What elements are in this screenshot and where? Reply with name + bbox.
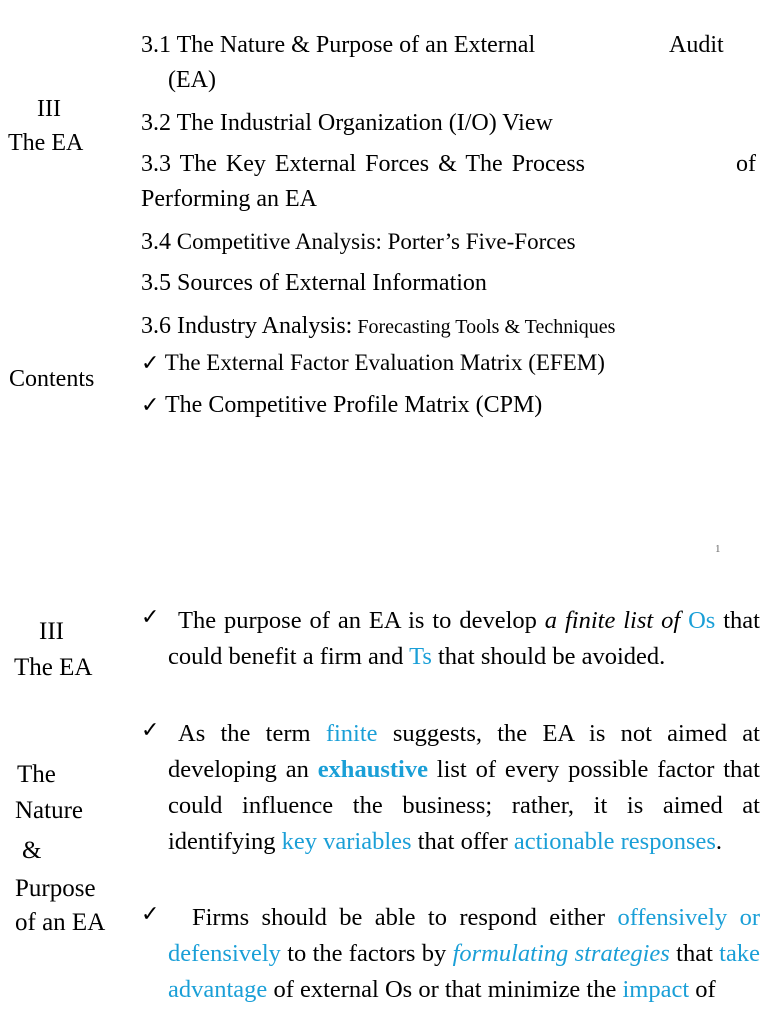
toc-item-3-2: 3.2 The Industrial Organization (I/O) View xyxy=(141,110,553,136)
p1-text: The purpose of an EA is to develop xyxy=(178,607,545,634)
checkmark-icon: ✓ xyxy=(141,392,160,417)
p2-text: list of every possible factor that could influence the business; rather, it is aimed at identifying xyxy=(168,756,760,855)
checkmark-icon: ✓ xyxy=(141,901,160,926)
p3-impact: impact xyxy=(622,976,690,1003)
toc-item-3-6 xyxy=(141,311,615,341)
toc-item-3-1: 3.1 The Nature & Purpose of an External xyxy=(141,32,536,58)
p3-formulating-strategies: formulating strategies xyxy=(452,940,670,967)
p3-offensively-defensively: offensively or defensively xyxy=(168,904,760,967)
checkmark-icon: ✓ xyxy=(141,717,160,742)
toc-item-3-5: 3.5 Sources of External Information xyxy=(141,270,487,296)
checkmark-icon: ✓ xyxy=(141,604,160,629)
toc-item-3-3-cont: Performing an EA xyxy=(141,186,317,212)
bullet-paragraph-1 xyxy=(168,603,760,675)
p1-os: Os xyxy=(688,607,716,634)
side-title-contents: Contents xyxy=(9,366,95,392)
toc-item-3-1-cont: (EA) xyxy=(168,67,216,93)
side-title-nature: Nature xyxy=(15,797,84,824)
side-title-purpose: Purpose xyxy=(15,875,96,902)
side-title-the: The xyxy=(17,761,56,788)
toc-item-3-3: 3.3 The Key External Forces & The Process xyxy=(141,151,586,177)
p1-text: that should be avoided. xyxy=(431,643,666,670)
bullet-paragraph-3 xyxy=(168,900,760,1008)
p2-exhaustive: exhaustive xyxy=(317,756,428,783)
toc-item-3-1-audit: Audit xyxy=(669,32,724,58)
p3-take-advantage: take advantage xyxy=(168,940,760,1003)
p3-text: to the factors by xyxy=(280,940,453,967)
p2-key-variables: key variables xyxy=(281,828,412,855)
page-number: 1 xyxy=(715,543,721,555)
p2-text: As the term xyxy=(178,720,326,747)
p2-finite: finite xyxy=(325,720,378,747)
toc-item-efem xyxy=(141,349,605,378)
toc-item-cpm xyxy=(141,390,542,420)
p2-actionable-responses: actionable responses xyxy=(513,828,716,855)
p1-finite-list: a finite list of xyxy=(544,607,681,634)
toc-item-3-6-sub: Forecasting Tools & Techniques xyxy=(352,316,616,338)
side-title-roman: III xyxy=(39,618,64,645)
p2-text: . xyxy=(715,828,723,855)
side-title-roman: III xyxy=(37,96,61,122)
p3-text: of external Os or that minimize the xyxy=(267,976,623,1003)
toc-item-cpm-text: The Competitive Profile Matrix (CPM) xyxy=(165,392,543,418)
p3-text: of xyxy=(689,976,716,1003)
p1-text: that could benefit a firm and xyxy=(168,607,760,670)
toc-item-3-3-of: of xyxy=(736,151,756,177)
toc-item-efem-text: The External Factor Evaluation Matrix (EFEM) xyxy=(164,350,605,375)
p3-text: that xyxy=(669,940,720,967)
p3-text: Firms should be able to respond either xyxy=(192,904,618,931)
bullet-paragraph-2 xyxy=(168,716,760,860)
toc-item-3-4 xyxy=(141,227,576,257)
side-title-of-an-ea: of an EA xyxy=(15,909,106,936)
checkmark-icon: ✓ xyxy=(141,350,160,375)
p1-space xyxy=(680,607,688,634)
p2-text: that offer xyxy=(411,828,514,855)
side-title-ea: The EA xyxy=(14,654,93,681)
toc-item-3-4-text: Competitive Analysis: Porter’s Five-Forces xyxy=(171,229,576,254)
p2-text: suggests, the EA is not aimed at developing an xyxy=(168,720,760,783)
side-title-ampersand: & xyxy=(22,837,42,864)
toc-item-3-6-main: 3.6 Industry Analysis: xyxy=(141,313,353,339)
side-title-ea: The EA xyxy=(8,130,84,156)
p1-ts: Ts xyxy=(409,643,432,670)
toc-item-3-4-number: 3.4 xyxy=(141,229,171,255)
